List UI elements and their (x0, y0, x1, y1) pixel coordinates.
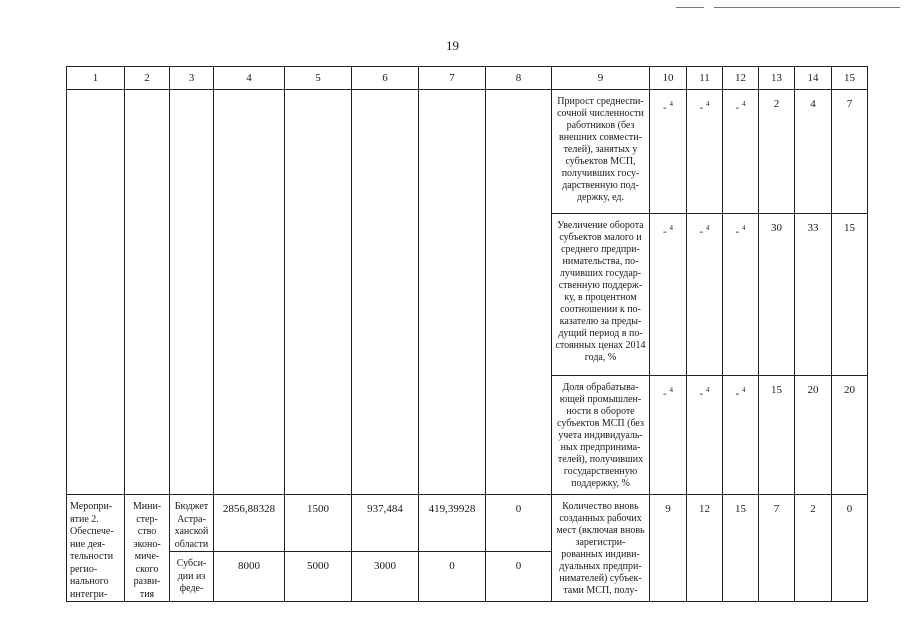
value-cell: - $^4$ (687, 214, 723, 376)
value-cell: - $^4$ (723, 214, 759, 376)
column-number: 6 (352, 67, 419, 90)
value-cell: 20 (795, 376, 832, 495)
value-cell: 2856,88328 (214, 495, 285, 552)
column-number: 13 (759, 67, 795, 90)
value-cell: 5000 (285, 552, 352, 602)
top-rule-short (676, 7, 704, 8)
measure-executor: Мини-стер-ство эконо-миче-ского разви-тия (125, 495, 170, 602)
value-cell: - $^4$ (723, 90, 759, 214)
value-cell: 15 (759, 376, 795, 495)
empty-cell (419, 90, 486, 495)
value-cell: - $^4$ (687, 90, 723, 214)
value-cell: 9 (650, 495, 687, 602)
empty-cell (486, 90, 552, 495)
value-cell: 3000 (352, 552, 419, 602)
funding-source: Субси-дии из феде- (170, 552, 214, 602)
value-cell: 30 (759, 214, 795, 376)
column-number: 4 (214, 67, 285, 90)
value-cell: 15 (832, 214, 868, 376)
column-number: 2 (125, 67, 170, 90)
empty-cell (285, 90, 352, 495)
column-number: 8 (486, 67, 552, 90)
value-cell: 4 (795, 90, 832, 214)
column-number: 12 (723, 67, 759, 90)
column-number: 7 (419, 67, 486, 90)
column-number-row (67, 67, 868, 90)
column-number: 5 (285, 67, 352, 90)
indicator-row (67, 90, 868, 214)
value-cell: 937,484 (352, 495, 419, 552)
column-number: 1 (67, 67, 125, 90)
value-cell: 2 (795, 495, 832, 602)
measure-funding-row (67, 495, 868, 552)
column-number: 14 (795, 67, 832, 90)
value-cell: 15 (723, 495, 759, 602)
program-table (66, 66, 868, 602)
empty-cell (125, 90, 170, 495)
indicator-description: Количество вновь созданных рабочих мест (включая вновь зарегистри-рованных индиви-дуальных предпри-нимателей) субъек-тами МСП, полу- (552, 495, 650, 602)
value-cell: 20 (832, 376, 868, 495)
value-cell: 33 (795, 214, 832, 376)
value-cell: 7 (759, 495, 795, 602)
empty-cell (67, 90, 125, 495)
value-cell: - $^4$ (650, 214, 687, 376)
value-cell: 0 (486, 495, 552, 552)
value-cell: - $^4$ (650, 90, 687, 214)
value-cell: - $^4$ (723, 376, 759, 495)
value-cell: 419,39928 (419, 495, 486, 552)
empty-cell (352, 90, 419, 495)
value-cell: 0 (486, 552, 552, 602)
column-number: 9 (552, 67, 650, 90)
page-number: 19 (446, 38, 459, 53)
value-cell: 8000 (214, 552, 285, 602)
value-cell: 7 (832, 90, 868, 214)
indicator-description: Доля обрабатыва-ющей промышлен-ности в обороте субъектов МСП (без учета индивидуаль-ных предпринима-телей), получивших государственную поддержку, % (552, 376, 650, 495)
empty-cell (214, 90, 285, 495)
indicator-description: Увеличение оборота субъектов малого и среднего предпри-нимательства, по-лучивших государ-ственную поддерж-ку, в процентном соотношении к по-казателю за преды-дущий период в по-стоянных ценах 2014 года, % (552, 214, 650, 376)
column-number: 10 (650, 67, 687, 90)
value-cell: 0 (832, 495, 868, 602)
column-number: 15 (832, 67, 868, 90)
value-cell: 0 (419, 552, 486, 602)
value-cell: - $^4$ (687, 376, 723, 495)
indicator-description: Прирост среднеспи-сочной численности работников (без внешних совмести-телей), занятых у субъектов МСП, получивших госу-дарственную под-держку, ед. (552, 90, 650, 214)
value-cell: 1500 (285, 495, 352, 552)
column-number: 11 (687, 67, 723, 90)
empty-cell (170, 90, 214, 495)
column-number: 3 (170, 67, 214, 90)
value-cell: - $^4$ (650, 376, 687, 495)
value-cell: 2 (759, 90, 795, 214)
top-rule-long (714, 7, 900, 8)
measure-name: Меропри-ятие 2. Обеспече-ние дея-тельности регио-нального интегри- (67, 495, 125, 602)
funding-source: Бюджет Астра-ханской области (170, 495, 214, 552)
value-cell: 12 (687, 495, 723, 602)
